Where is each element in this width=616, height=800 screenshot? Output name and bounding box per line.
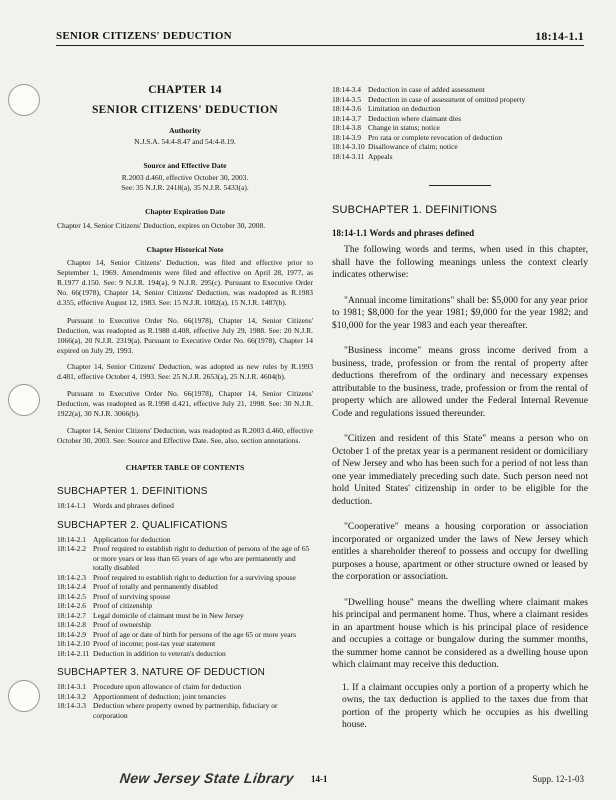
section-body <box>332 244 588 732</box>
toc-item-number: 18:14-3.9 <box>332 132 361 142</box>
definition-annual-income: "Annual income limitations" shall be: $5,000 for any year prior to 1981; $8,000 for the year 1981; $9,000 for the year 1982; and $10,000 for the year 1983 and each year thereafter. <box>332 294 588 331</box>
toc-item <box>57 630 313 640</box>
left-column <box>57 80 313 720</box>
chapter-heading-block <box>57 84 313 216</box>
toc-item <box>57 649 313 659</box>
toc-item-text: Deduction where claimant dies <box>368 113 462 123</box>
history-paragraph: Pursuant to Executive Order No. 66(1978), Chapter 14, Senior Citizens' Deduction, was readopted as R.1998 d.421, effective July 21, 1998. See: 30 N.J.R. 1922(a), 30 N.J.R. 3066(b). <box>57 389 313 418</box>
toc-item-text: Procedure upon allowance of claim for deduction <box>93 682 242 691</box>
toc-item-text: Appeals <box>368 151 393 161</box>
toc-list-continued <box>332 85 588 161</box>
toc-item <box>332 123 588 133</box>
toc-item <box>57 701 313 720</box>
toc-item-text: Proof required to establish right to deduction for a surviving spouse <box>93 572 296 582</box>
body-paragraph: The following words and terms, when used in this chapter, shall have the following meanings unless the context clearly indicates otherwise: <box>332 244 588 280</box>
toc-item <box>57 592 313 602</box>
section-divider <box>429 185 491 186</box>
toc-item-text: Limitation on deduction <box>368 104 441 113</box>
toc-subchapter-heading: SUBCHAPTER 1. DEFINITIONS <box>57 486 208 497</box>
toc-item-text: Proof of totally and permanently disabled <box>93 582 218 591</box>
toc-item-number: 18:14-2.5 <box>57 591 86 601</box>
toc-heading: CHAPTER TABLE OF CONTENTS <box>125 463 245 472</box>
toc-item-text: Deduction in addition to veteran's deduction <box>93 648 226 658</box>
toc-item-number: 18:14-2.7 <box>57 610 86 620</box>
toc-item-text: Change in status; notice <box>368 123 440 132</box>
toc-item-number: 18:14-3.5 <box>332 94 361 104</box>
toc-item <box>332 152 588 162</box>
page-number: 14-1 <box>311 774 328 784</box>
header-section-number: 18:14-1.1 <box>535 29 584 43</box>
toc-item <box>332 95 588 105</box>
toc-item-number: 18:14-2.2 <box>57 544 86 553</box>
history-heading: Chapter Historical Note <box>146 245 224 254</box>
toc-item <box>57 620 313 630</box>
toc-item-number: 18:14-3.6 <box>332 104 361 113</box>
toc-subchapter-heading: SUBCHAPTER 3. NATURE OF DEDUCTION <box>57 667 266 678</box>
supplement-date: Supp. 12-1-03 <box>532 774 584 784</box>
running-header <box>56 28 584 46</box>
source-heading: Source and Effective Date <box>143 161 227 170</box>
toc-item-text: Proof of age or date of birth for persons of the age 65 or more years <box>93 629 297 639</box>
toc-item-number: 18:14-3.7 <box>332 113 361 123</box>
history-paragraph: Chapter 14, Senior Citizens' Deduction, was filed and effective prior to September 1, 1969. Amendments were filed and effective on April 28, 1977, as R.1977 d.150. See: 9 N.J.R. 194(a), 9 N.J.R. 295(c). Pursuant to Executive Order No. 66(1978), Chapter 14, Senior Citizens' Deduction, was readopted as R.1983 d.355, effective August 12, 1983. See: 15 N.J.R. 1082(a), 15 N.J.R. 1487(b). <box>57 258 313 307</box>
toc-item-number: 18:14-1.1 <box>57 501 86 510</box>
toc-item-text: Legal domicile of claimant must be in New Jersey <box>93 610 244 620</box>
expiration-heading: Chapter Expiration Date <box>145 207 225 216</box>
authority-text: N.J.S.A. 54:4-8.47 and 54:4-8.19. <box>134 137 236 146</box>
expiration-text: Chapter 14, Senior Citizens' Deduction, expires on October 30, 2008. <box>57 221 266 230</box>
toc-item-text: Application for deduction <box>93 534 171 544</box>
history-paragraph: Chapter 14, Senior Citizens' Deduction, was adopted as new rules by R.1993 d.481, effective October 4, 1993. See: 25 N.J.R. 2653(a), 25 N.J.R. 4604(b). <box>57 362 313 381</box>
toc-item-number: 18:14-3.11 <box>332 151 365 161</box>
toc-item <box>57 573 313 583</box>
binder-hole <box>8 84 40 116</box>
chapter-title: CHAPTER 14 <box>148 84 222 96</box>
history-notes <box>57 258 313 446</box>
toc-subchapter-heading: SUBCHAPTER 2. QUALIFICATIONS <box>57 519 228 531</box>
definition-cooperative: "Cooperative" means a housing corporation or association incorporated or organized under the laws of New Jersey which entitles a shareholder thereof to possess and occupy for dwelling purposes a house, apartment or other structure owned or leased by the corporation or association. <box>332 521 588 582</box>
toc-item <box>57 582 313 592</box>
toc-item-number: 18:14-2.1 <box>57 534 86 544</box>
toc-item-number: 18:14-2.8 <box>57 620 86 629</box>
source-text: R.2003 d.460, effective October 30, 2003. <box>121 173 249 182</box>
toc-item-text: Proof required to establish right to deduction of persons of the age of 65 or more years or less than 65 years of age who are permanently and totally disabled <box>93 544 310 572</box>
toc-item <box>57 692 313 702</box>
toc-item-number: 18:14-3.2 <box>57 691 86 701</box>
source-citation: See: 35 N.J.R. 2418(a), 35 N.J.R. 5433(a). <box>121 183 249 192</box>
toc-item <box>332 104 588 114</box>
toc-item <box>332 114 588 124</box>
binder-hole <box>8 384 40 416</box>
toc-item-text: Proof of citizenship <box>93 601 153 610</box>
toc-item-text: Pro rata or complete revocation of deduction <box>368 132 503 142</box>
dwelling-house-item-1: 1. If a claimant occupies only a portion of a property which he owns, the tax deduction is applied to the taxes due from that portion of the property which he occupies as his dwelling house. <box>342 681 588 730</box>
toc-item-text: Proof of ownership <box>93 620 151 629</box>
toc-item-number: 18:14-2.10 <box>57 639 90 648</box>
toc-list <box>57 501 313 511</box>
toc-item <box>332 133 588 143</box>
definition-business-income: "Business income" means gross income derived from a business, trade, profession or from the rental of property after deductions therefrom of the ordinary and necessary expenses attributable to the business, trade, profession or from the rental of property which are allowed under the Federal Internal Revenue Code and regulations issued thereunder. <box>332 345 588 419</box>
toc-item-number: 18:14-2.9 <box>57 629 86 639</box>
toc-item-text: Deduction in case of added assessment <box>368 85 485 94</box>
toc-item-text: Apportionment of deduction; joint tenancies <box>93 691 226 701</box>
library-watermark-logo: New Jersey State Library <box>118 770 295 786</box>
toc-item-text: Proof of income; post-tax year statement <box>93 639 216 648</box>
toc-item <box>57 611 313 621</box>
toc-item-number: 18:14-3.4 <box>332 85 361 94</box>
toc-item <box>332 142 588 152</box>
right-column <box>332 80 588 732</box>
toc-item-number: 18:14-2.11 <box>57 648 90 658</box>
authority-heading: Authority <box>169 126 201 135</box>
section-heading: 18:14-1.1 Words and phrases defined <box>332 228 475 238</box>
toc-item-text: Disallowance of claim; notice <box>368 142 458 151</box>
toc-item <box>57 601 313 611</box>
toc-item-number: 18:14-2.4 <box>57 582 86 591</box>
toc-item-number: 18:14-3.10 <box>332 142 365 151</box>
header-title: SENIOR CITIZENS' DEDUCTION <box>56 30 232 42</box>
toc-subchapter-1 <box>57 486 313 511</box>
toc-item <box>57 501 313 511</box>
toc-item-number: 18:14-2.3 <box>57 572 86 582</box>
subchapter-heading: SUBCHAPTER 1. DEFINITIONS <box>332 204 498 216</box>
toc-subchapter-2 <box>57 520 313 659</box>
toc-list <box>57 682 313 720</box>
chapter-subtitle: SENIOR CITIZENS' DEDUCTION <box>91 104 279 116</box>
history-paragraph: Pursuant to Executive Order No. 66(1978), Chapter 14, Senior Citizens' Deduction, was readopted as R.1988 d.408, effective July 29, 1988. See: 20 N.J.R. 1066(a), 20 N.J.R. 2319(a). Pursuant to Executive Order No. 66(1978), Chapter 14 expired on July 29, 1993. <box>57 316 313 355</box>
toc-item-text: Proof of surviving spouse <box>93 591 171 601</box>
toc-list <box>57 535 313 659</box>
toc-item <box>57 682 313 692</box>
toc-item-text: Words and phrases defined <box>93 501 174 510</box>
toc-item-number: 18:14-3.3 <box>57 701 86 710</box>
toc-item <box>57 544 313 573</box>
toc-item-text: Deduction in case of assessment of omitted property <box>368 94 526 104</box>
toc-item-text: Deduction where property owned by partnership, fiduciary or corporation <box>93 701 278 720</box>
toc-item-number: 18:14-3.8 <box>332 123 361 132</box>
toc-subchapter-3 <box>57 667 313 720</box>
toc-item-number: 18:14-2.6 <box>57 601 86 610</box>
definition-citizen-resident: "Citizen and resident of this State" means a person who on October 1 of the pretax year is a permanent resident or domiciliary of New Jersey and who has been such for a period of not less than one year immediately preceding such date. Such person need not hold United States' citizenship in order to be eligible for the deduction. <box>332 433 589 507</box>
toc-item-number: 18:14-3.1 <box>57 682 86 691</box>
toc-item <box>57 639 313 649</box>
binder-hole <box>8 680 40 712</box>
toc-item <box>57 535 313 545</box>
definition-dwelling-house: "Dwelling house" means the dwelling where claimant makes his principal and permanent home. Thus, where a claimant resides in an apartment house which is his principal place of residence and occupies a cottage or bungalow during the summer months, the summer home cannot be considered as a dwelling house upon which claimant may receive this deduction. <box>332 596 588 670</box>
history-paragraph: Chapter 14, Senior Citizens' Deduction, was readopted as R.2003 d.460, effective October 30, 2003. See: Source and Effective Date. See, also, section annotations. <box>57 426 313 445</box>
toc-item <box>332 85 588 95</box>
